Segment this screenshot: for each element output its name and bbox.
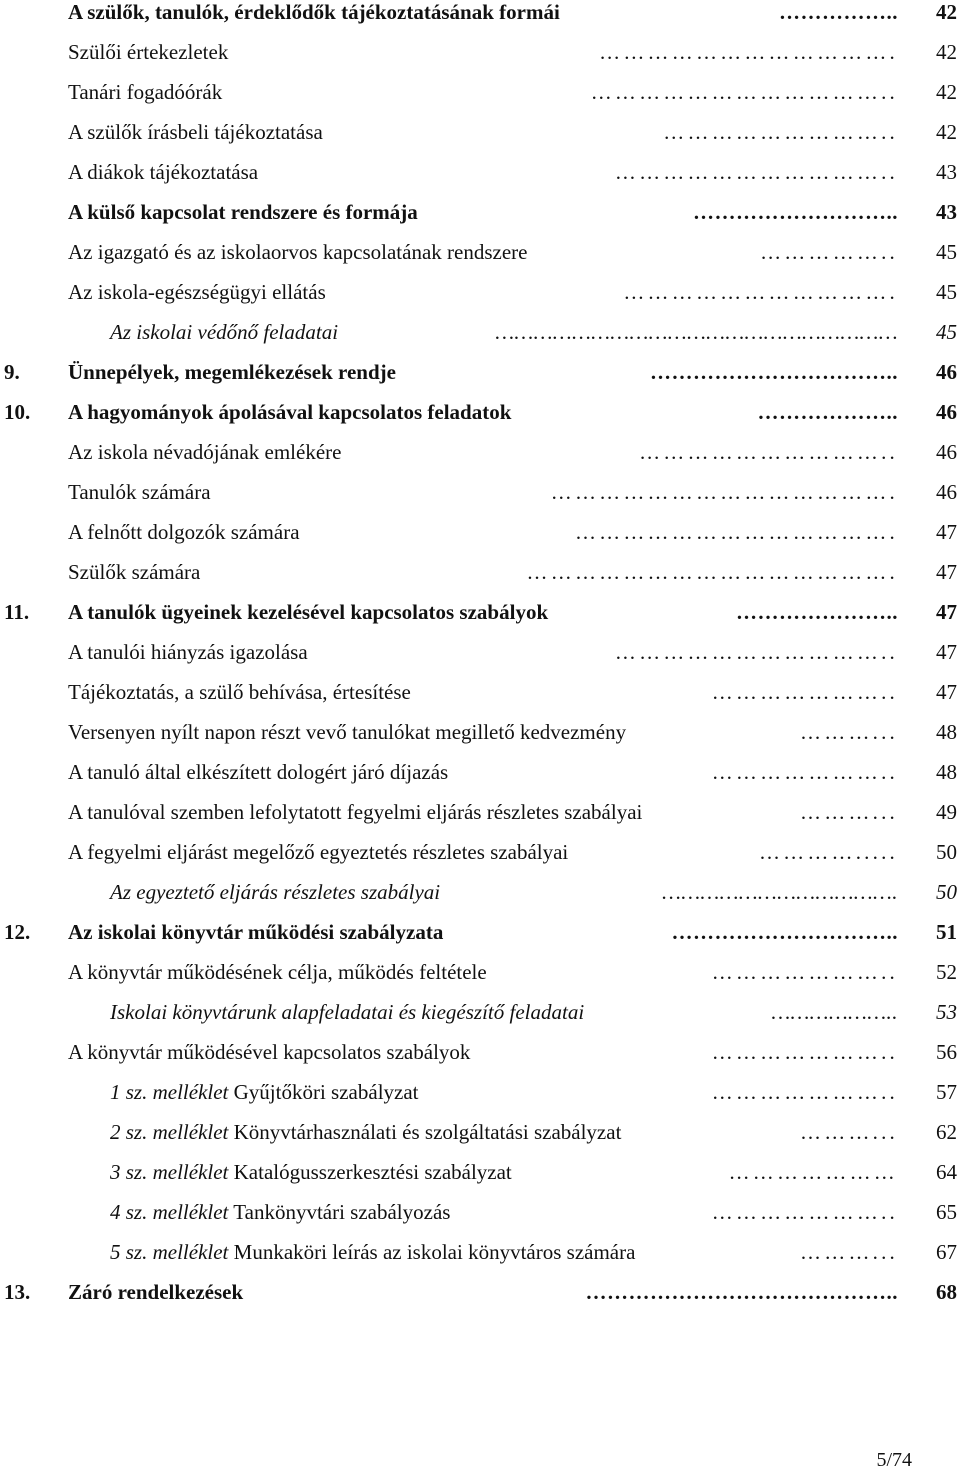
toc-entry-title bbox=[68, 113, 323, 151]
toc-title-part: Az igazgató és az iskolaorvos kapcsolatának rendszere bbox=[68, 240, 528, 264]
toc-leader-dots: ………………………………. bbox=[599, 40, 898, 64]
toc-page-number: 42 bbox=[936, 0, 957, 24]
toc-entry[interactable] bbox=[0, 633, 960, 671]
toc-leader-dots: ………………….. bbox=[736, 600, 898, 624]
toc-entry[interactable] bbox=[0, 233, 960, 271]
toc-leader-dots: ……………….. bbox=[771, 1000, 898, 1024]
toc-page-number: 67 bbox=[936, 1240, 957, 1264]
toc-title-part: A tanuló által elkészített dologért járó díjazás bbox=[68, 760, 449, 784]
toc-leader-dots: ………………….. bbox=[711, 1040, 898, 1064]
toc-title-part: A tanulói hiányzás igazolása bbox=[68, 640, 308, 664]
toc-entry[interactable] bbox=[0, 1233, 960, 1271]
toc-title-part: A könyvtár működésének célja, működés feltétele bbox=[68, 960, 487, 984]
toc-title-part: Az iskolai védőnő feladatai bbox=[110, 320, 339, 344]
toc-title-part: 1 sz. melléklet bbox=[110, 1080, 229, 1104]
toc-leader-dots: ………………….. bbox=[711, 960, 898, 984]
toc-entry-title bbox=[68, 0, 560, 31]
toc-page-number: 42 bbox=[936, 120, 957, 144]
toc-entry-title bbox=[68, 473, 211, 511]
toc-entry-title bbox=[68, 1033, 470, 1071]
toc-entry-title bbox=[68, 633, 308, 671]
toc-entry[interactable] bbox=[0, 193, 960, 231]
toc-entry-title bbox=[68, 353, 396, 391]
toc-title-part: Záró rendelkezések bbox=[68, 1280, 244, 1304]
toc-leader-dots: ……………………………. bbox=[623, 280, 898, 304]
toc-title-part: A szülők írásbeli tájékoztatása bbox=[68, 120, 323, 144]
toc-entry-title bbox=[110, 1153, 512, 1191]
toc-entry-number: 12. bbox=[4, 920, 31, 944]
toc-entry-title bbox=[68, 553, 200, 591]
toc-leader-dots: ………... bbox=[800, 1120, 898, 1144]
toc-title-part: 3 sz. melléklet bbox=[110, 1160, 229, 1184]
toc-entry[interactable] bbox=[0, 953, 960, 991]
toc-entry[interactable] bbox=[0, 393, 960, 431]
toc-title-part: Iskolai könyvtárunk alapfeladatai és kiegészítő feladatai bbox=[110, 1000, 585, 1024]
toc-leader-dots: …………………………………….. bbox=[585, 1280, 898, 1304]
toc-page-number: 47 bbox=[936, 560, 957, 584]
toc-page-number: 46 bbox=[936, 400, 957, 424]
toc-page-number: 47 bbox=[936, 520, 957, 544]
toc-leader-dots: ………………….. bbox=[711, 680, 898, 704]
toc-entry-title bbox=[110, 873, 440, 911]
toc-entry[interactable] bbox=[0, 753, 960, 791]
toc-title-part: Ünnepélyek, megemlékezések rendje bbox=[68, 360, 396, 384]
toc-title-part: Szülők számára bbox=[68, 560, 201, 584]
toc-entry[interactable] bbox=[0, 873, 960, 911]
toc-entry-title bbox=[68, 393, 511, 431]
toc-page-number: 46 bbox=[936, 440, 957, 464]
toc-entry[interactable] bbox=[0, 433, 960, 471]
toc-title-part: Munkaköri leírás az iskolai könyvtáros számára bbox=[228, 1240, 636, 1264]
toc-page-number: 45 bbox=[936, 320, 957, 344]
toc-entry[interactable] bbox=[0, 513, 960, 551]
toc-title-part: A könyvtár működésével kapcsolatos szabályok bbox=[68, 1040, 471, 1064]
toc-entry-number: 13. bbox=[4, 1280, 31, 1304]
toc-leader-dots: …………………………………. bbox=[574, 520, 898, 544]
toc-title-part: Az iskola-egészségügyi ellátás bbox=[68, 280, 326, 304]
toc-leader-dots: ……………………………………………………… bbox=[495, 320, 898, 344]
toc-page-number: 43 bbox=[936, 200, 957, 224]
toc-page-number: 42 bbox=[936, 80, 957, 104]
toc-entry-title bbox=[68, 1273, 243, 1311]
toc-leader-dots: ……………………….. bbox=[693, 200, 898, 224]
toc-leader-dots: ……………………………….. bbox=[590, 80, 898, 104]
toc-entry-number: 10. bbox=[4, 400, 31, 424]
toc-entry[interactable] bbox=[0, 33, 960, 71]
toc-title-part: Tanulók számára bbox=[68, 480, 211, 504]
toc-entry-title bbox=[68, 833, 568, 871]
toc-entry-number: 11. bbox=[4, 600, 30, 624]
toc-entry-title bbox=[68, 233, 527, 271]
toc-entry[interactable] bbox=[0, 993, 960, 1031]
toc-entry-title bbox=[110, 1233, 635, 1271]
toc-leader-dots: ………………………………………. bbox=[526, 560, 898, 584]
toc-page-number: 47 bbox=[936, 640, 957, 664]
toc-page-number: 48 bbox=[936, 720, 957, 744]
toc-page-number: 53 bbox=[936, 1000, 957, 1024]
toc-entry[interactable] bbox=[0, 913, 960, 951]
toc-entry[interactable] bbox=[0, 673, 960, 711]
toc-page-number: 57 bbox=[936, 1080, 957, 1104]
toc-entry[interactable] bbox=[0, 113, 960, 151]
toc-title-part: A diákok tájékoztatása bbox=[68, 160, 259, 184]
toc-page-number: 49 bbox=[936, 800, 957, 824]
toc-entry-title bbox=[68, 273, 326, 311]
toc-leader-dots: …………….. bbox=[779, 0, 898, 24]
toc-entry-title bbox=[68, 953, 487, 991]
toc-leader-dots: ……………….. bbox=[757, 400, 898, 424]
toc-entry-title bbox=[110, 1113, 621, 1151]
toc-title-part: A hagyományok ápolásával kapcsolatos feladatok bbox=[68, 400, 512, 424]
toc-entry-title bbox=[68, 33, 228, 71]
toc-entry[interactable] bbox=[0, 0, 960, 31]
toc-entry-number: 9. bbox=[4, 360, 20, 384]
toc-entry[interactable] bbox=[0, 553, 960, 591]
toc-leader-dots: …………………………….. bbox=[614, 640, 898, 664]
toc-entry[interactable] bbox=[0, 593, 960, 631]
toc-page-number: 47 bbox=[936, 600, 957, 624]
toc-leader-dots: ………………………….. bbox=[671, 920, 898, 944]
toc-title-part: A fegyelmi eljárást megelőző egyeztetés részletes szabályai bbox=[68, 840, 569, 864]
toc-entry[interactable] bbox=[0, 353, 960, 391]
toc-title-part: A külső kapcsolat rendszere és formája bbox=[68, 200, 418, 224]
toc-entry[interactable] bbox=[0, 1113, 960, 1151]
toc-page-number: 65 bbox=[936, 1200, 957, 1224]
toc-page-number: 68 bbox=[936, 1280, 957, 1304]
toc-page-number: 46 bbox=[936, 480, 957, 504]
toc-leader-dots: …………………………….. bbox=[650, 360, 898, 384]
toc-entry[interactable] bbox=[0, 833, 960, 871]
toc-title-part: 5 sz. melléklet bbox=[110, 1240, 229, 1264]
toc-entry[interactable] bbox=[0, 793, 960, 831]
toc-page-number: 52 bbox=[936, 960, 957, 984]
toc-entry-title bbox=[68, 73, 222, 111]
toc-entry[interactable] bbox=[0, 153, 960, 191]
toc-entry-title bbox=[68, 193, 418, 231]
toc-title-part: Az iskola névadójának emlékére bbox=[68, 440, 342, 464]
toc-leader-dots: ……………………….. bbox=[663, 120, 898, 144]
toc-page-number: 45 bbox=[936, 280, 957, 304]
toc-entry-title bbox=[110, 313, 338, 351]
toc-leader-dots: …………….. bbox=[760, 240, 898, 264]
toc-entry-title bbox=[68, 913, 443, 951]
toc-page-number: 50 bbox=[936, 840, 957, 864]
toc-entry-title bbox=[68, 793, 642, 831]
toc-entry-title bbox=[68, 513, 300, 551]
toc-leader-dots: ……………………………………. bbox=[550, 480, 898, 504]
toc-entry[interactable] bbox=[0, 73, 960, 111]
toc-entry[interactable] bbox=[0, 1033, 960, 1071]
toc-entry[interactable] bbox=[0, 313, 960, 351]
toc-title-part: Az iskolai könyvtár működési szabályzata bbox=[68, 920, 444, 944]
toc-entry[interactable] bbox=[0, 1193, 960, 1231]
toc-leader-dots: ………... bbox=[800, 720, 898, 744]
toc-entry-title bbox=[68, 433, 341, 471]
toc-entry[interactable] bbox=[0, 473, 960, 511]
toc-leader-dots: ………………………………. bbox=[662, 880, 898, 904]
toc-entry-title bbox=[68, 673, 411, 711]
toc-leader-dots: ………………….. bbox=[711, 1080, 898, 1104]
toc-page-number: 43 bbox=[936, 160, 957, 184]
toc-leader-dots: …………..... bbox=[758, 840, 898, 864]
toc-entry[interactable] bbox=[0, 713, 960, 751]
toc-title-part: A tanulóval szemben lefolytatott fegyelmi eljárás részletes szabályai bbox=[68, 800, 643, 824]
toc-page-number: 42 bbox=[936, 40, 957, 64]
toc-page-number: 51 bbox=[936, 920, 957, 944]
toc-title-part: Versenyen nyílt napon részt vevő tanulókat megillető kedvezmény bbox=[68, 720, 627, 744]
toc-title-part: Tanári fogadóórák bbox=[68, 80, 223, 104]
toc-title-part: A szülők, tanulók, érdeklődők tájékoztatásának formái bbox=[68, 0, 560, 24]
toc-title-part: 4 sz. melléklet bbox=[110, 1200, 229, 1224]
toc-entry-title bbox=[110, 1193, 450, 1231]
toc-leader-dots: ………... bbox=[800, 800, 898, 824]
toc-title-part: 2 sz. melléklet bbox=[110, 1120, 229, 1144]
toc-entry-title bbox=[68, 593, 548, 631]
toc-entry-title bbox=[68, 713, 626, 751]
toc-page-number: 56 bbox=[936, 1040, 957, 1064]
toc-title-part: Könyvtárhasználati és szolgáltatási szabályzat bbox=[228, 1120, 622, 1144]
toc-title-part: A tanulók ügyeinek kezelésével kapcsolatos szabályok bbox=[68, 600, 549, 624]
page-number: 5/74 bbox=[876, 1449, 912, 1471]
toc-leader-dots: …………………………….. bbox=[614, 160, 898, 184]
toc-page-number: 46 bbox=[936, 360, 957, 384]
toc-page-number: 62 bbox=[936, 1120, 957, 1144]
toc-page-number: 64 bbox=[936, 1160, 957, 1184]
toc-title-part: Szülői értekezletek bbox=[68, 40, 229, 64]
toc-title-part: A felnőtt dolgozók számára bbox=[68, 520, 300, 544]
toc-entry[interactable] bbox=[0, 1153, 960, 1191]
toc-page-number: 50 bbox=[936, 880, 957, 904]
toc-leader-dots: ………... bbox=[800, 1240, 898, 1264]
toc-title-part: Tankönyvtári szabályozás bbox=[228, 1200, 451, 1224]
toc-leader-dots: ………………….. bbox=[711, 760, 898, 784]
toc-title-part: Katalógusszerkesztési szabályzat bbox=[228, 1160, 512, 1184]
toc-title-part: Az egyeztető eljárás részletes szabályai bbox=[110, 880, 441, 904]
toc-leader-dots: ………………………….. bbox=[639, 440, 898, 464]
toc-entry-title bbox=[68, 153, 258, 191]
toc-entry-title bbox=[68, 753, 448, 791]
toc-page-number: 45 bbox=[936, 240, 957, 264]
toc-title-part: Gyűjtőköri szabályzat bbox=[228, 1080, 419, 1104]
toc-leader-dots: ………………… bbox=[728, 1160, 898, 1184]
toc-title-part: Tájékoztatás, a szülő behívása, értesítése bbox=[68, 680, 411, 704]
toc-entry-title bbox=[110, 993, 584, 1031]
toc-entry[interactable] bbox=[0, 273, 960, 311]
toc-entry-title bbox=[110, 1073, 419, 1111]
toc-entry[interactable] bbox=[0, 1273, 960, 1311]
toc-entry[interactable] bbox=[0, 1073, 960, 1111]
toc-leader-dots: ………………….. bbox=[711, 1200, 898, 1224]
toc-page-number: 47 bbox=[936, 680, 957, 704]
toc-page-number: 48 bbox=[936, 760, 957, 784]
